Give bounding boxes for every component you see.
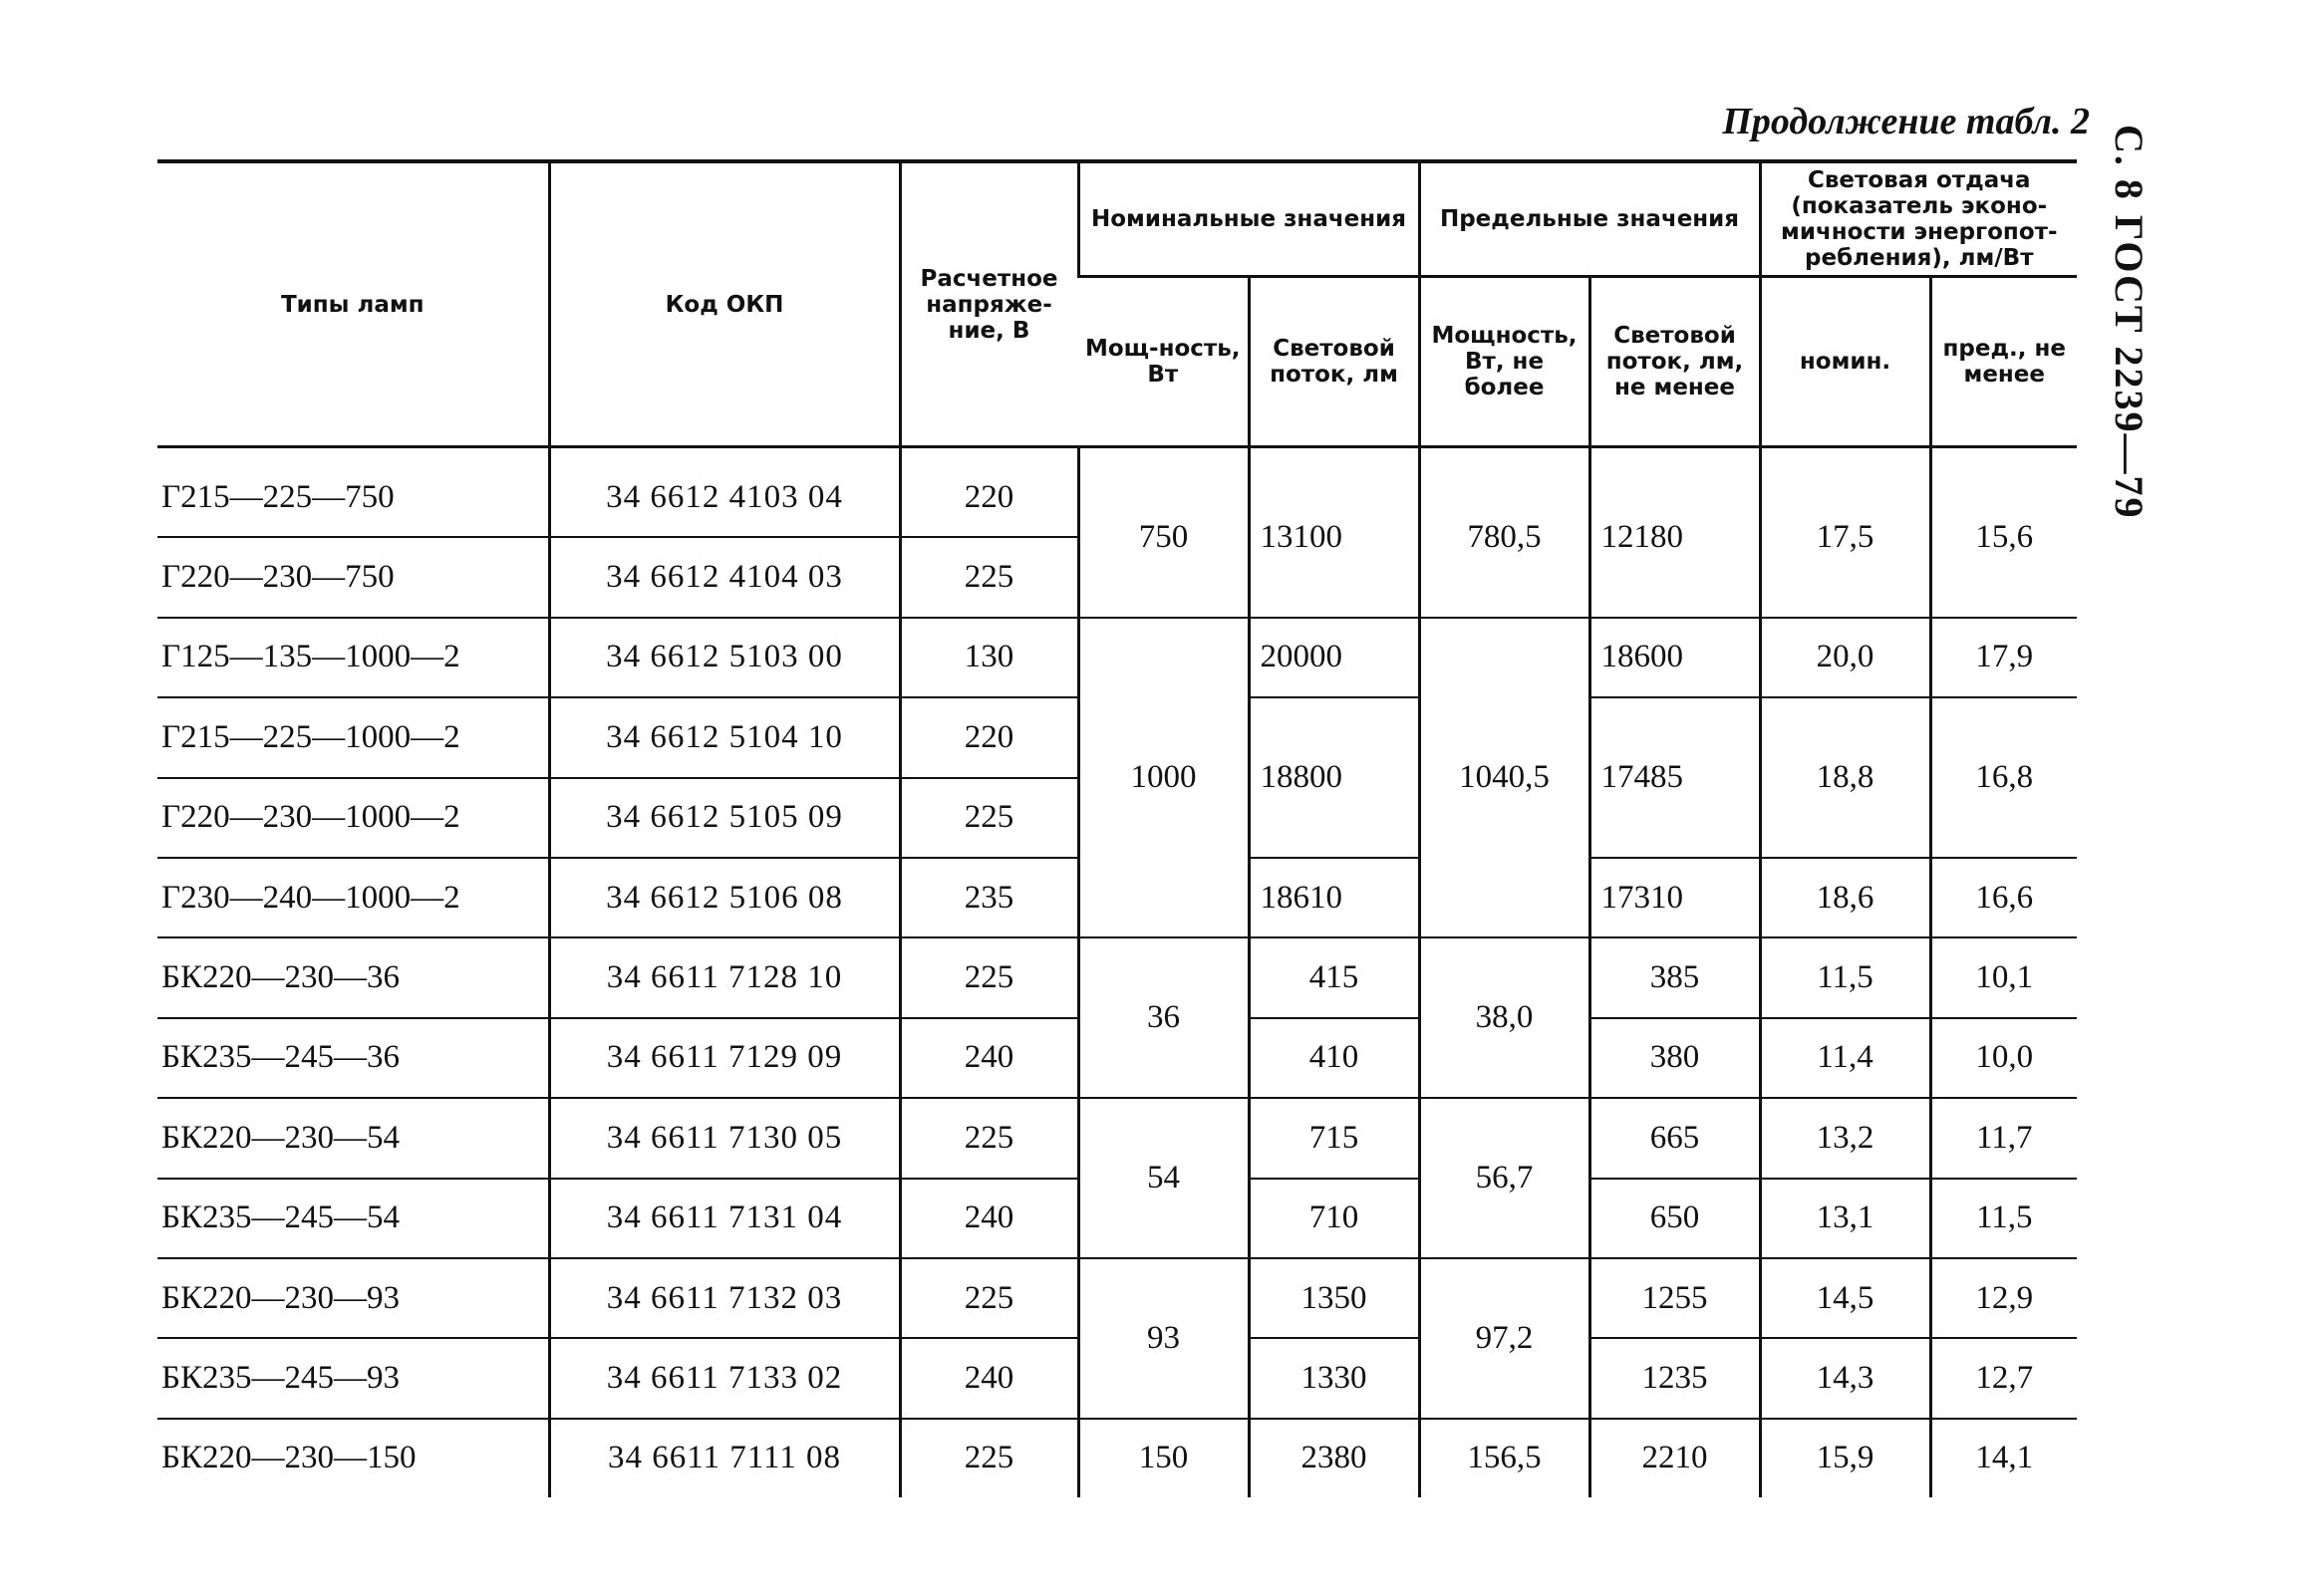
limit-flux-cell: 665 [1589, 1098, 1760, 1178]
lamp-type-cell: БК235—245—54 [157, 1179, 549, 1258]
okp-code-cell: 34 6611 7130 05 [549, 1098, 900, 1178]
efficacy-nominal-cell: 13,2 [1760, 1098, 1930, 1178]
nominal-flux-cell: 715 [1249, 1098, 1419, 1178]
limit-flux-cell: 1255 [1589, 1258, 1760, 1338]
efficacy-min-cell: 15,6 [1930, 447, 2077, 618]
efficacy-nominal-cell: 13,1 [1760, 1179, 1930, 1258]
table-row [157, 937, 2077, 1017]
voltage-cell: 220 [900, 697, 1078, 777]
header-okp-code: Код ОКП [549, 161, 900, 447]
nominal-flux-cell: 18610 [1249, 858, 1419, 937]
efficacy-nominal-cell: 11,5 [1760, 937, 1930, 1017]
nominal-flux-cell: 710 [1249, 1179, 1419, 1258]
lamp-type-cell: БК220—230—36 [157, 937, 549, 1017]
okp-code-cell: 34 6611 7128 10 [549, 937, 900, 1017]
efficacy-nominal-cell: 14,5 [1760, 1258, 1930, 1338]
lamp-type-cell: БК220—230—93 [157, 1258, 549, 1338]
efficacy-nominal-cell: 20,0 [1760, 618, 1930, 697]
okp-code-cell: 34 6611 7111 08 [549, 1419, 900, 1497]
nominal-power-cell: 750 [1078, 447, 1249, 618]
header-efficacy-nominal: номин. [1760, 277, 1930, 447]
voltage-cell: 130 [900, 618, 1078, 697]
efficacy-min-cell: 12,9 [1930, 1258, 2077, 1338]
nominal-flux-cell: 1350 [1249, 1258, 1419, 1338]
header-efficacy-min: пред., не менее [1930, 277, 2077, 447]
nominal-power-cell: 54 [1078, 1098, 1249, 1258]
voltage-cell: 225 [900, 937, 1078, 1017]
nominal-flux-cell: 13100 [1249, 447, 1419, 618]
lamp-type-cell: Г230—240—1000—2 [157, 858, 549, 937]
page-header-vertical [2106, 125, 2153, 534]
limit-flux-cell: 380 [1589, 1018, 1760, 1098]
efficacy-nominal-cell: 14,3 [1760, 1338, 1930, 1418]
limit-flux-cell: 17485 [1589, 697, 1760, 858]
efficacy-min-cell: 11,7 [1930, 1098, 2077, 1178]
lamp-type-cell: Г125—135—1000—2 [157, 618, 549, 697]
okp-code-cell: 34 6612 5106 08 [549, 858, 900, 937]
okp-code-cell: 34 6611 7129 09 [549, 1018, 900, 1098]
efficacy-min-cell: 12,7 [1930, 1338, 2077, 1418]
efficacy-min-cell: 10,0 [1930, 1018, 2077, 1098]
limit-flux-cell: 650 [1589, 1179, 1760, 1258]
voltage-cell: 225 [900, 778, 1078, 858]
okp-code-cell: 34 6611 7132 03 [549, 1258, 900, 1338]
okp-code-cell: 34 6612 4103 04 [549, 447, 900, 538]
table-row [157, 1098, 2077, 1178]
header-design-voltage: Расчетное напряже-ние, В [900, 161, 1078, 447]
limit-flux-cell: 2210 [1589, 1419, 1760, 1497]
table-row [157, 447, 2077, 538]
lamp-type-cell: Г220—230—1000—2 [157, 778, 549, 858]
nominal-flux-cell: 20000 [1249, 618, 1419, 697]
header-lamp-types: Типы ламп [157, 161, 549, 447]
lamp-type-cell: БК235—245—36 [157, 1018, 549, 1098]
limit-flux-cell: 18600 [1589, 618, 1760, 697]
nominal-flux-cell: 1330 [1249, 1338, 1419, 1418]
nominal-flux-cell: 2380 [1249, 1419, 1419, 1497]
header-nominal-values: Номинальные значения [1078, 161, 1419, 277]
voltage-cell: 225 [900, 1258, 1078, 1338]
okp-code-cell: 34 6612 4104 03 [549, 537, 900, 617]
lamp-type-cell: БК235—245—93 [157, 1338, 549, 1418]
nominal-power-cell: 93 [1078, 1258, 1249, 1419]
limit-power-cell: 56,7 [1419, 1098, 1589, 1258]
nominal-flux-cell: 410 [1249, 1018, 1419, 1098]
lamp-type-cell: Г215—225—750 [157, 447, 549, 538]
efficacy-nominal-cell: 18,6 [1760, 858, 1930, 937]
limit-flux-cell: 385 [1589, 937, 1760, 1017]
okp-code-cell: 34 6611 7133 02 [549, 1338, 900, 1418]
voltage-cell: 225 [900, 537, 1078, 617]
efficacy-nominal-cell: 17,5 [1760, 447, 1930, 618]
okp-code-cell: 34 6611 7131 04 [549, 1179, 900, 1258]
okp-code-cell: 34 6612 5104 10 [549, 697, 900, 777]
limit-flux-cell: 1235 [1589, 1338, 1760, 1418]
lamp-type-cell: Г215—225—1000—2 [157, 697, 549, 777]
table-row [157, 1258, 2077, 1338]
limit-power-cell: 38,0 [1419, 937, 1589, 1098]
efficacy-nominal-cell: 15,9 [1760, 1419, 1930, 1497]
efficacy-min-cell: 16,8 [1930, 697, 2077, 858]
table-row [157, 1419, 2077, 1497]
voltage-cell: 225 [900, 1098, 1078, 1178]
lamp-parameters-table [157, 159, 2077, 1497]
lamp-type-cell: БК220—230—150 [161, 1440, 417, 1476]
header-nominal-power: Мощ-ность, Вт [1078, 277, 1249, 447]
okp-code-cell: 34 6612 5105 09 [549, 778, 900, 858]
voltage-cell: 235 [900, 858, 1078, 937]
efficacy-min-cell: 16,6 [1930, 858, 2077, 937]
nominal-power-cell: 36 [1078, 937, 1249, 1098]
efficacy-min-cell: 10,1 [1930, 937, 2077, 1017]
header-nominal-flux: Световой поток, лм [1249, 277, 1419, 447]
efficacy-min-cell: 11,5 [1930, 1179, 2077, 1258]
nominal-flux-cell: 18800 [1249, 697, 1419, 858]
voltage-cell: 220 [900, 447, 1078, 538]
voltage-cell: 240 [900, 1179, 1078, 1258]
standard-number: ГОСТ 2239—79 [2107, 214, 2152, 520]
nominal-power-cell: 1000 [1078, 618, 1249, 938]
limit-power-cell: 780,5 [1419, 447, 1589, 618]
header-limit-values: Предельные значения [1419, 161, 1760, 277]
header-limit-power: Мощность, Вт, не более [1419, 277, 1589, 447]
efficacy-min-cell: 17,9 [1930, 618, 2077, 697]
limit-power-cell: 1040,5 [1419, 618, 1589, 938]
header-limit-flux: Световой поток, лм, не менее [1589, 277, 1760, 447]
efficacy-nominal-cell: 18,8 [1760, 697, 1930, 858]
voltage-cell: 240 [900, 1338, 1078, 1418]
nominal-flux-cell: 415 [1249, 937, 1419, 1017]
efficacy-nominal-cell: 11,4 [1760, 1018, 1930, 1098]
lamp-type-cell: БК220—230—54 [157, 1098, 549, 1178]
table-caption: Продолжение табл. 2 [1722, 101, 2090, 142]
voltage-cell: 225 [900, 1419, 1078, 1497]
lamp-type-cell: Г220—230—750 [157, 537, 549, 617]
limit-flux-cell: 17310 [1589, 858, 1760, 937]
limit-power-cell: 156,5 [1419, 1419, 1589, 1497]
nominal-power-cell: 150 [1078, 1419, 1249, 1497]
limit-power-cell: 97,2 [1419, 1258, 1589, 1419]
table-row [157, 618, 2077, 697]
voltage-cell: 240 [900, 1018, 1078, 1098]
efficacy-min-cell: 14,1 [1930, 1419, 2077, 1497]
page-number: С. 8 [2107, 125, 2152, 201]
limit-flux-cell: 12180 [1589, 447, 1760, 618]
okp-code-cell: 34 6612 5103 00 [549, 618, 900, 697]
header-luminous-efficacy: Световая отдача (показатель эконо-мичности энергопот-ребления), лм/Вт [1760, 161, 2077, 277]
